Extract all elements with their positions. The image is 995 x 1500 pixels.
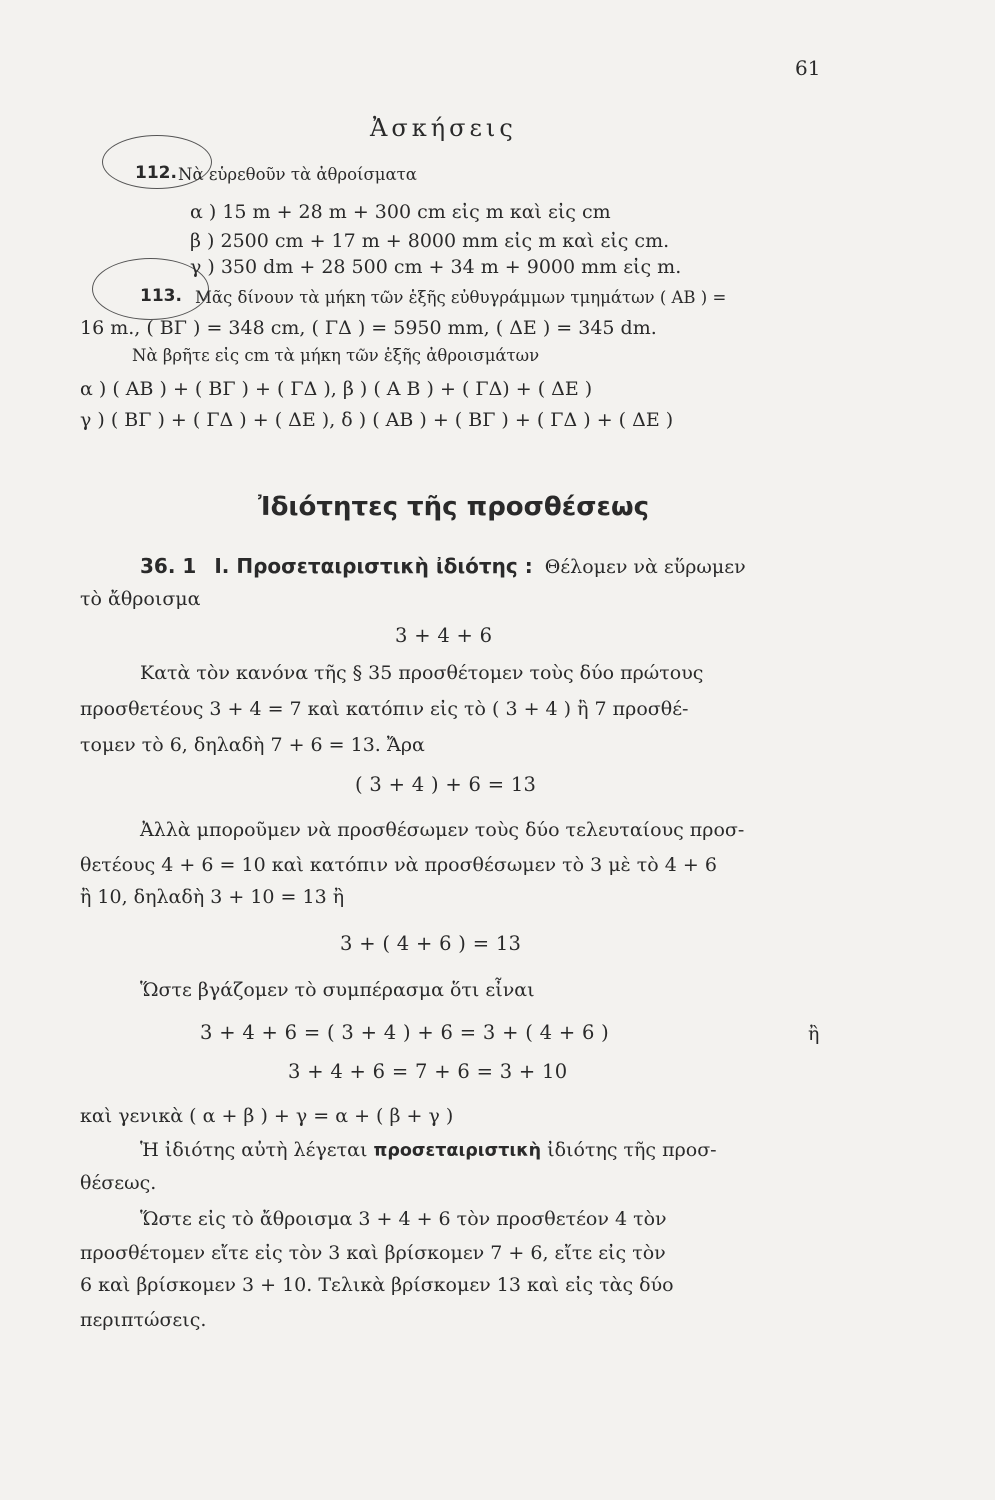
paragraph-1-line1: Κατὰ τὸν κανόνα τῆς § 35 προσθέτομεν τοὺς δύο πρώτους [140, 662, 704, 684]
equation-5: 3 + 4 + 6 = 7 + 6 = 3 + 10 [288, 1060, 568, 1083]
equation-3: 3 + ( 4 + 6 ) = 13 [340, 932, 522, 955]
paragraph-5-end: ἰδιότης τῆς προσ- [547, 1139, 717, 1161]
paragraph-5-line2: θέσεως. [80, 1172, 157, 1194]
paragraph-2-line3: ἢ 10, δηλαδὴ 3 + 10 = 13 ἢ [80, 886, 345, 908]
page-number: 61 [795, 56, 821, 80]
paragraph-3-line1: Ὥστε βγάζομεν τὸ συμπέρασμα ὅτι εἶναι [140, 979, 535, 1001]
paragraph-6-line4: περιπτώσεις. [80, 1309, 207, 1331]
paragraph-6-line2: προσθέτομεν εἴτε εἰς τὸν 3 καὶ βρίσκομεν 7 + 6, εἴτε εἰς τὸν [80, 1242, 666, 1264]
intro-text: Θέλομεν νὰ εὕρωμεν [544, 556, 746, 578]
exercise-112-number: 112. [135, 163, 177, 183]
exercise-112-text: Νὰ εὑρεθοῦν τὰ ἀθροίσματα [178, 165, 417, 184]
paragraph-5-start: Ἡ ἰδιότης αὐτὴ λέγεται [140, 1139, 368, 1161]
exercises-heading: Ἀσκήσεις [370, 114, 517, 142]
intro-line2: τὸ ἄθροισμα [80, 588, 201, 610]
property-subtitle: Ι. Προσεταιριστικὴ ἰδιότης : [214, 554, 533, 578]
property-name-bold: προσεταιριστικὴ [373, 1141, 542, 1161]
paragraph-6-line1: Ὥστε εἰς τὸ ἄθροισμα 3 + 4 + 6 τὸν προσθετέον 4 τὸν [140, 1208, 667, 1230]
exercise-113-number: 113. [140, 286, 182, 306]
equation-1: 3 + 4 + 6 [395, 624, 493, 647]
paragraph-6-line3: 6 καὶ βρίσκομεν 3 + 10. Τελικὰ βρίσκομεν 13 καὶ εἰς τὰς δύο [80, 1274, 674, 1296]
exercise-113-line5: γ ) ( ΒΓ ) + ( ΓΔ ) + ( ΔΕ ), δ ) ( ΑΒ ) + ( ΒΓ ) + ( ΓΔ ) + ( ΔΕ ) [80, 409, 674, 431]
general-formula: καὶ γενικὰ ( α + β ) + γ = α + ( β + γ ) [80, 1105, 454, 1127]
exercise-112-item-b: β ) 2500 cm + 17 m + 8000 mm εἰς m καὶ εἰς cm. [190, 230, 670, 252]
paragraph-2-line1: Ἀλλὰ μποροῦμεν νὰ προσθέσωμεν τοὺς δύο τελευταίους προσ- [140, 819, 745, 841]
exercise-112-item-c: γ ) 350 dm + 28 500 cm + 34 m + 9000 mm εἰς m. [190, 256, 682, 278]
equation-4: 3 + 4 + 6 = ( 3 + 4 ) + 6 = 3 + ( 4 + 6 ) [200, 1021, 610, 1044]
paragraph-number: 36. 1 [140, 554, 197, 578]
equation-4-or: ἢ [808, 1023, 820, 1045]
exercise-112-item-a: α ) 15 m + 28 m + 300 cm εἰς m καὶ εἰς cm [190, 201, 611, 223]
exercise-113-line1: Μᾶς δίνουν τὰ μήκη τῶν ἑξῆς εὐθυγράμμων τμημάτων ( ΑΒ ) = [195, 288, 727, 307]
paragraph-1-line2: προσθετέους 3 + 4 = 7 καὶ κατόπιν εἰς τὸ ( 3 + 4 ) ἢ 7 προσθέ- [80, 698, 689, 720]
paragraph-1-line3: τομεν τὸ 6, δηλαδὴ 7 + 6 = 13. Ἄρα [80, 734, 425, 756]
exercise-113-line2: 16 m., ( ΒΓ ) = 348 cm, ( ΓΔ ) = 5950 mm, ( ΔΕ ) = 345 dm. [80, 317, 657, 339]
equation-2: ( 3 + 4 ) + 6 = 13 [355, 773, 537, 796]
section-title: Ἰδιότητες τῆς προσθέσεως [258, 492, 649, 522]
paragraph-2-line2: θετέους 4 + 6 = 10 καὶ κατόπιν νὰ προσθέσωμεν τὸ 3 μὲ τὸ 4 + 6 [80, 854, 717, 876]
exercise-113-line3: Νὰ βρῆτε εἰς cm τὰ μήκη τῶν ἑξῆς ἀθροισμάτων [132, 346, 540, 365]
exercise-113-line4: α ) ( ΑΒ ) + ( ΒΓ ) + ( ΓΔ ), β ) ( Α Β ) + ( ΓΔ) + ( ΔΕ ) [80, 378, 593, 400]
